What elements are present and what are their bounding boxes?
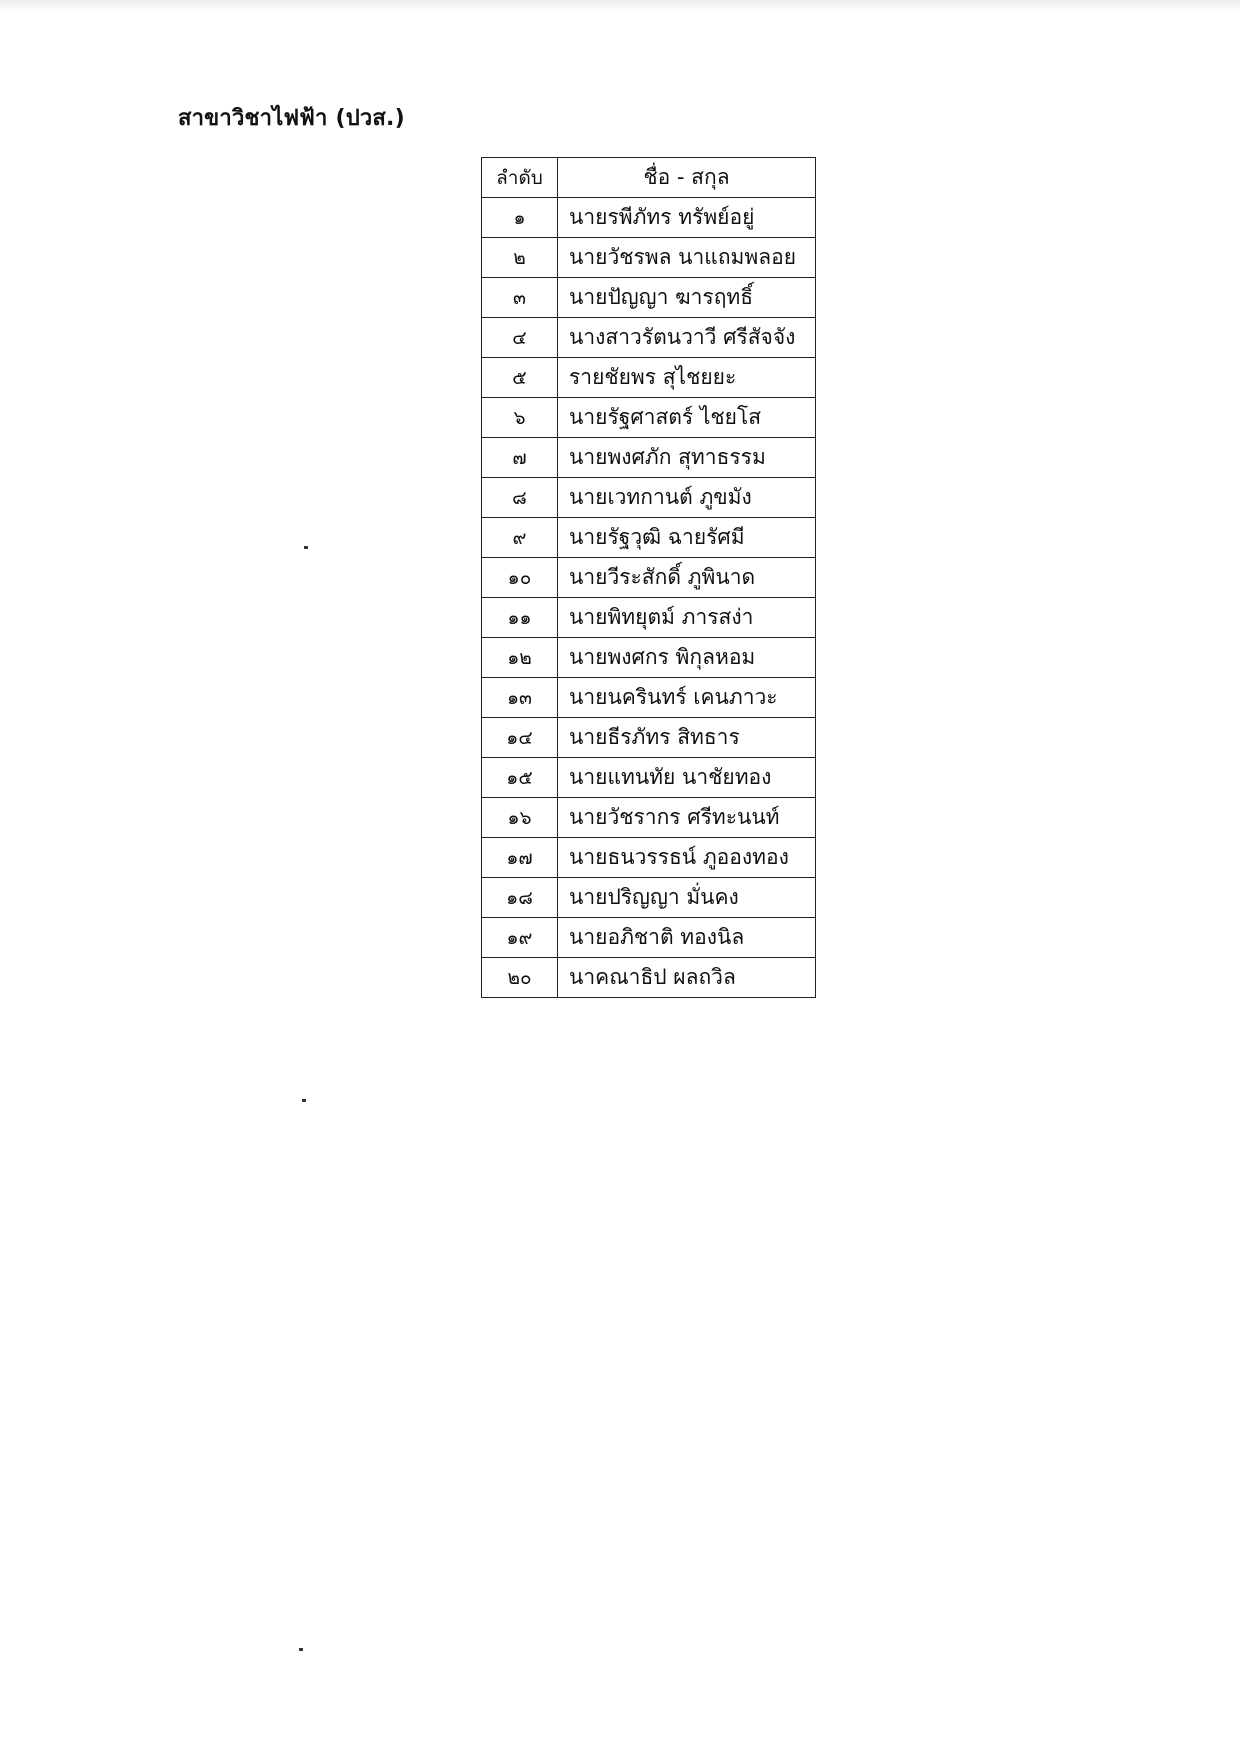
table-row [482,438,816,478]
row-number: ๗ [482,438,558,478]
table-row [482,558,816,598]
table-row [482,598,816,638]
scan-speck [304,546,308,549]
table-row [482,918,816,958]
student-roster-table [481,157,816,998]
row-name: นายวัชรากร ศรีทะนนท์ [558,798,816,838]
table-row [482,638,816,678]
table-row [482,798,816,838]
table-row [482,718,816,758]
header-row [482,158,816,198]
row-number: ๑๓ [482,678,558,718]
table-row [482,198,816,238]
row-number: ๘ [482,478,558,518]
row-name: นายพิทยุตม์ ภารสง่า [558,598,816,638]
table-row [482,838,816,878]
row-number: ๙ [482,518,558,558]
row-name: นายแทนทัย นาชัยทอง [558,758,816,798]
row-number: ๒๐ [482,958,558,998]
header-name: ชื่อ - สกุล [558,158,816,198]
row-name: นายปัญญา ฆารฤทธิ์ [558,278,816,318]
table-row [482,518,816,558]
scan-top-edge [0,0,1240,12]
row-name: นายวีระสักดิ์ ภูพินาด [558,558,816,598]
scan-speck [299,1648,303,1651]
table-row [482,678,816,718]
row-name: นายธนวรรธน์ ภูอองทอง [558,838,816,878]
row-name: นายธีรภัทร สิทธาร [558,718,816,758]
header-number: ลำดับ [482,158,558,198]
row-number: ๑๒ [482,638,558,678]
row-number: ๑๑ [482,598,558,638]
row-name: นาคณาธิป ผลถวิล [558,958,816,998]
row-name: นายเวทกานต์ ภูขมัง [558,478,816,518]
table-header [482,158,816,198]
row-name: นายพงศภัก สุทาธรรม [558,438,816,478]
row-number: ๕ [482,358,558,398]
row-name: นายพงศกร พิกุลหอม [558,638,816,678]
table-row [482,478,816,518]
row-number: ๔ [482,318,558,358]
row-name: นายนครินทร์ เคนภาวะ [558,678,816,718]
row-name: รายชัยพร สุไชยยะ [558,358,816,398]
table-row [482,318,816,358]
table-row [482,878,816,918]
table-row [482,358,816,398]
row-number: ๓ [482,278,558,318]
row-name: นายอภิชาติ ทองนิล [558,918,816,958]
table-row [482,278,816,318]
table-body [482,198,816,998]
row-number: ๑๕ [482,758,558,798]
row-number: ๖ [482,398,558,438]
row-name: นางสาวรัตนวาวี ศรีสัจจัง [558,318,816,358]
row-number: ๒ [482,238,558,278]
table-row [482,758,816,798]
scan-speck [302,1099,306,1102]
row-name: นายรพีภัทร ทรัพย์อยู่ [558,198,816,238]
row-number: ๑๔ [482,718,558,758]
row-number: ๑๐ [482,558,558,598]
row-number: ๑ [482,198,558,238]
row-number: ๑๗ [482,838,558,878]
row-name: นายปริญญา มั่นคง [558,878,816,918]
row-number: ๑๖ [482,798,558,838]
table-row [482,238,816,278]
row-name: นายวัชรพล นาแถมพลอย [558,238,816,278]
page-heading: สาขาวิชาไฟฟ้า (ปวส.) [178,106,405,131]
row-number: ๑๘ [482,878,558,918]
row-name: นายรัฐวุฒิ ฉายรัศมี [558,518,816,558]
table-row [482,958,816,998]
table-row [482,398,816,438]
row-number: ๑๙ [482,918,558,958]
row-name: นายรัฐศาสตร์ ไชยโส [558,398,816,438]
